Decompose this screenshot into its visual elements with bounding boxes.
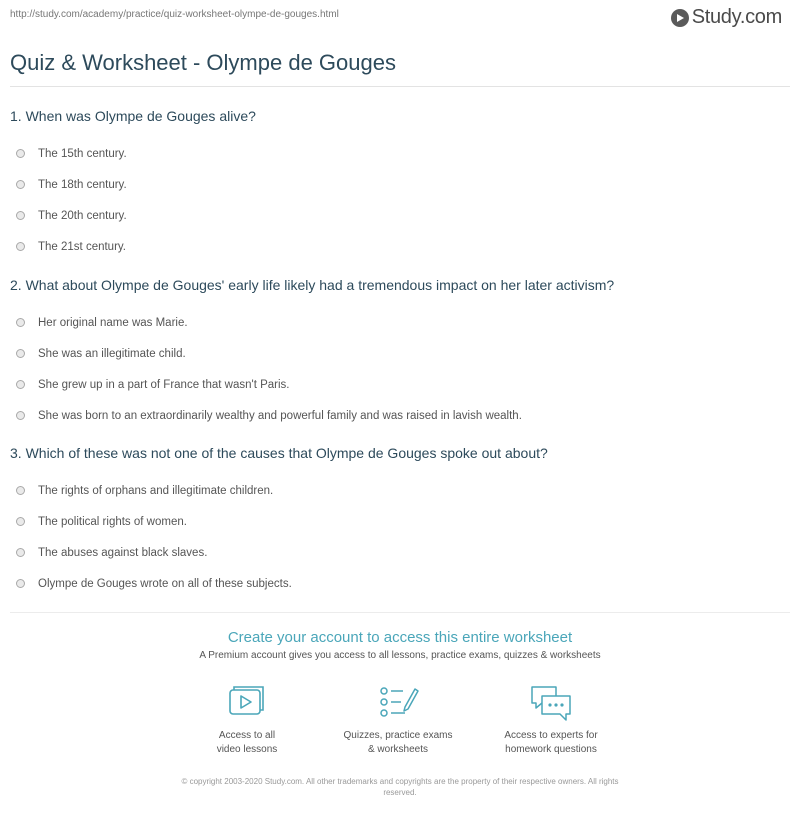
answer-label: The 18th century. (38, 178, 127, 191)
radio-icon[interactable] (16, 211, 25, 220)
section-divider (10, 612, 790, 613)
answer-options (10, 475, 790, 599)
radio-icon[interactable] (16, 380, 25, 389)
answer-option[interactable] (10, 307, 790, 338)
feature-label (172, 729, 322, 757)
feature-label-line: video lessons (216, 744, 278, 755)
answer-option[interactable] (10, 400, 790, 431)
answer-label: She was an illegitimate child. (38, 347, 186, 360)
answer-label: The rights of orphans and illegitimate children. (38, 484, 274, 497)
question-3 (10, 445, 790, 599)
feature-video-lessons[interactable] (172, 683, 322, 757)
question-text: 1. When was Olympe de Gouges alive? (10, 108, 256, 124)
question-text: 2. What about Olympe de Gouges' early life likely had a tremendous impact on her later activism? (10, 277, 615, 293)
question-2 (10, 277, 790, 431)
radio-icon[interactable] (16, 242, 25, 251)
radio-icon[interactable] (16, 180, 25, 189)
answer-option[interactable] (10, 568, 790, 599)
answer-option[interactable] (10, 169, 790, 200)
chat-bubbles-icon (528, 683, 574, 723)
study-logo-text: Study.com (691, 6, 782, 28)
feature-quizzes[interactable] (323, 683, 473, 757)
quiz-list-icon (375, 683, 421, 723)
answer-options (10, 138, 790, 262)
answer-label: She grew up in a part of France that wasn't Paris. (38, 378, 290, 391)
study-logo[interactable] (671, 6, 782, 29)
feature-label-line: & worksheets (367, 744, 429, 755)
answer-option[interactable] (10, 475, 790, 506)
top-bar (0, 0, 800, 44)
radio-icon[interactable] (16, 517, 25, 526)
page-url: http://study.com/academy/practice/quiz-worksheet-olympe-de-gouges.html (10, 9, 339, 20)
copyright-line: reserved. (383, 788, 417, 797)
title-divider (10, 86, 790, 87)
answer-option[interactable] (10, 138, 790, 169)
copyright-line: © copyright 2003-2020 Study.com. All other trademarks and copyrights are the property of their respective owners. All rights (181, 777, 619, 786)
radio-icon[interactable] (16, 318, 25, 327)
answer-options (10, 307, 790, 431)
page-title: Quiz & Worksheet - Olympe de Gouges (10, 50, 396, 75)
radio-icon[interactable] (16, 411, 25, 420)
answer-label: The 15th century. (38, 147, 127, 160)
answer-label: The 20th century. (38, 209, 127, 222)
premium-description: A Premium account gives you access to all lessons, practice exams, quizzes & worksheets (199, 650, 601, 661)
answer-label: Her original name was Marie. (38, 316, 188, 329)
question-1 (10, 108, 790, 262)
question-text: 3. Which of these was not one of the causes that Olympe de Gouges spoke out about? (10, 445, 548, 461)
study-logo-play-icon (671, 9, 689, 27)
answer-label: Olympe de Gouges wrote on all of these subjects. (38, 577, 292, 590)
feature-label-line: Access to experts for (504, 730, 598, 741)
answer-option[interactable] (10, 506, 790, 537)
feature-label-line: Quizzes, practice exams (343, 730, 453, 741)
feature-label (476, 729, 626, 757)
feature-label-line: Access to all (218, 730, 276, 741)
answer-option[interactable] (10, 200, 790, 231)
answer-option[interactable] (10, 338, 790, 369)
answer-label: The political rights of women. (38, 515, 187, 528)
copyright-notice (140, 776, 660, 798)
feature-label-line: homework questions (505, 744, 597, 755)
answer-label: She was born to an extraordinarily wealthy and powerful family and was raised in lavish wealth. (38, 409, 522, 422)
radio-icon[interactable] (16, 548, 25, 557)
feature-label (323, 729, 473, 757)
answer-option[interactable] (10, 231, 790, 262)
radio-icon[interactable] (16, 579, 25, 588)
create-account-link[interactable]: Create your account to access this entire worksheet (227, 629, 573, 646)
answer-option[interactable] (10, 537, 790, 568)
radio-icon[interactable] (16, 349, 25, 358)
answer-label: The abuses against black slaves. (38, 546, 208, 559)
answer-label: The 21st century. (38, 240, 126, 253)
radio-icon[interactable] (16, 486, 25, 495)
feature-experts[interactable] (476, 683, 626, 757)
video-lessons-icon (224, 683, 270, 723)
answer-option[interactable] (10, 369, 790, 400)
radio-icon[interactable] (16, 149, 25, 158)
